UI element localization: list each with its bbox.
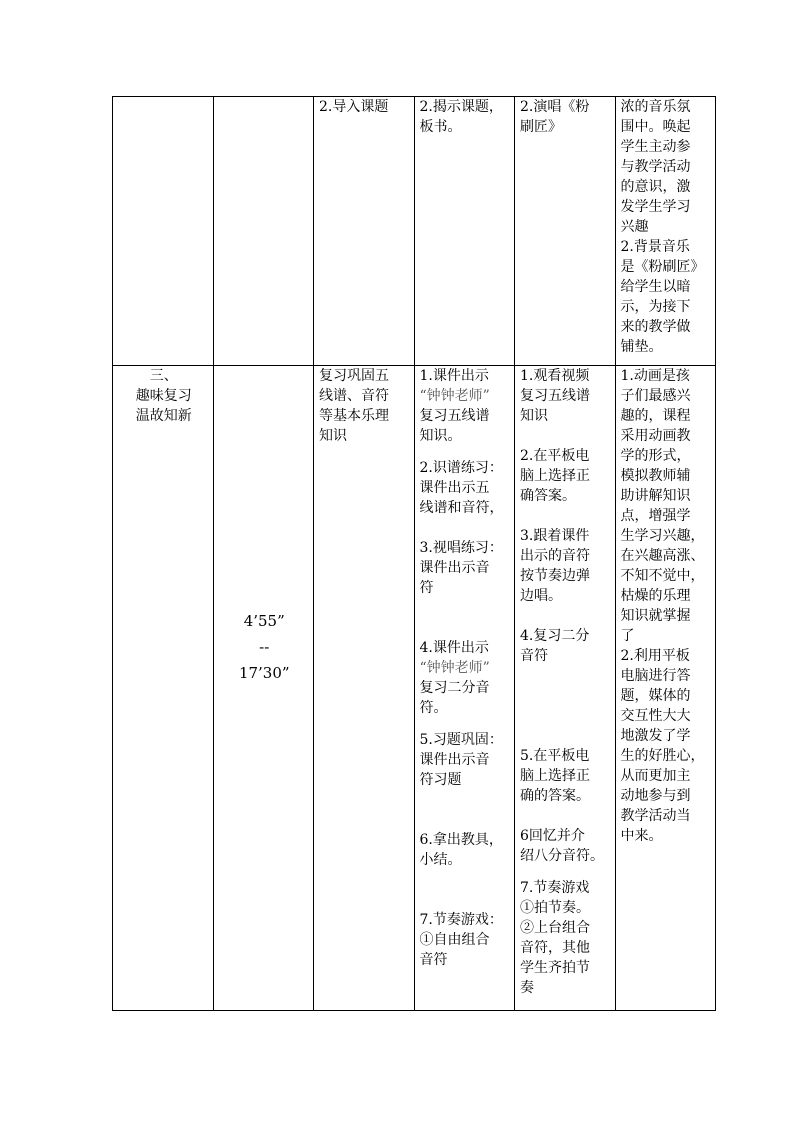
table-row: [113, 97, 716, 366]
text-line: 2.在平板电: [520, 448, 590, 464]
text-line: 音符: [520, 648, 548, 664]
text-line: 动地参与到: [620, 788, 691, 804]
time-range: [219, 608, 311, 686]
text-line: 交互性大大: [620, 708, 691, 724]
text-line: 小结。: [419, 852, 462, 868]
text-line: 音符: [419, 952, 448, 968]
text-line: 学生主动参: [620, 139, 691, 155]
text-line: 符: [419, 580, 434, 596]
text-line: 1.动画是孩: [620, 368, 690, 384]
text-line: 2.识谱练习：: [419, 460, 503, 476]
text-line: 浓的音乐氛: [620, 99, 691, 115]
teacher-activity-cell: [414, 366, 515, 1011]
text-line: 出示的音符: [520, 548, 590, 564]
text-line: ①拍节奏。: [520, 900, 590, 916]
text-line: 三、: [149, 368, 178, 384]
text-line: 子们最感兴: [620, 388, 691, 404]
text-line: 1.观看视频: [520, 368, 590, 384]
text-line: 符。: [419, 700, 448, 716]
student-activity-cell: [515, 366, 616, 1011]
text-line: 5.习题巩固：: [419, 732, 503, 748]
text-line: 复习二分音: [419, 680, 490, 696]
text-line: “钟钟老师”: [419, 388, 490, 404]
text-line: 2.利用平板: [620, 648, 690, 664]
text-line: 课件出示音: [419, 752, 490, 768]
text-line: 来的教学做: [620, 319, 691, 335]
text-line: 给学生以暗: [620, 279, 691, 295]
text-line: 复习巩固五: [319, 368, 389, 384]
text-line: 音符，其他: [520, 940, 590, 956]
text-line: 温故知新: [135, 408, 192, 424]
text-line: 围中。唤起: [620, 119, 691, 135]
text-line: 课件出示音: [419, 560, 490, 576]
time-end: 17’30”: [238, 664, 290, 682]
text-line: 题，媒体的: [620, 688, 691, 704]
stage-cell: [113, 97, 214, 366]
text-line: 中来。: [620, 828, 663, 844]
text-line: 线谱、音符: [319, 388, 389, 404]
text-line: 知识就掌握: [620, 608, 691, 624]
time-cell: [213, 97, 314, 366]
text-line: 确的答案。: [520, 788, 590, 804]
text-line: 5.在平板电: [520, 748, 590, 764]
text-line: 边唱。: [520, 588, 562, 604]
stage-cell: [113, 366, 214, 1011]
text-line: 2.揭示课题，: [419, 99, 503, 115]
text-line: 电脑进行答: [620, 668, 691, 684]
text-line: 知识: [319, 428, 347, 444]
text-line: 符习题: [419, 772, 462, 788]
text-line: 线谱和音符，: [419, 500, 504, 516]
text-line: 6回忆并介: [520, 828, 585, 844]
text-line: 了: [620, 628, 635, 644]
content-text: 2.导入课题: [319, 99, 389, 115]
text-line: 生学习兴趣，: [620, 528, 705, 544]
text-line: 从而更加主: [620, 768, 691, 784]
text-line: 知识: [520, 408, 548, 424]
lesson-plan-table: [112, 96, 716, 1011]
text-line: 的意识，激: [620, 179, 691, 195]
time-separator: --: [259, 638, 270, 656]
text-line: 奏: [520, 980, 534, 996]
text-line: 2.演唱《粉: [520, 99, 590, 115]
text-line: 学的形式，: [620, 448, 691, 464]
text-line: 4.课件出示: [419, 640, 489, 656]
text-line: 模拟教师辅: [620, 468, 691, 484]
text-line: 采用动画教: [620, 428, 691, 444]
content-cell: [314, 366, 415, 1011]
text-line: 是《粉刷匠》: [620, 259, 705, 275]
text-line: 7.节奏游戏：: [419, 912, 503, 928]
text-line: 与教学活动: [620, 159, 691, 175]
text-line: 等基本乐理: [319, 408, 389, 424]
text-line: 在兴趣高涨、: [620, 548, 705, 564]
text-line: 3.视唱练习：: [419, 540, 503, 556]
text-line: 枯燥的乐理: [620, 588, 691, 604]
section-title: [118, 366, 210, 426]
text-line: 教学活动当: [620, 808, 691, 824]
text-line: 绍八分音符。: [520, 848, 604, 864]
text-line: 地激发了学: [620, 728, 691, 744]
text-line: 知识。: [419, 428, 462, 444]
text-line: 学生齐拍节: [520, 960, 590, 976]
text-line: 趣味复习: [135, 388, 192, 404]
design-purpose-cell: [615, 366, 716, 1011]
content-cell: [314, 97, 415, 366]
text-line: 助讲解知识: [620, 488, 691, 504]
text-line: “钟钟老师”: [419, 660, 490, 676]
teacher-activity-cell: [414, 97, 515, 366]
table-row: [113, 366, 716, 1011]
text-line: 铺垫。: [620, 339, 663, 355]
text-line: 课件出示五: [419, 480, 490, 496]
text-line: 板书。: [419, 119, 462, 135]
time-cell: [213, 366, 314, 1011]
design-purpose-cell: [615, 97, 716, 366]
text-line: 脑上选择正: [520, 768, 590, 784]
text-line: 按节奏边弹: [520, 568, 590, 584]
text-line: 3.跟着课件: [520, 528, 590, 544]
text-line: 生的好胜心，: [620, 748, 705, 764]
text-line: 脑上选择正: [520, 468, 590, 484]
student-activity-cell: [515, 97, 616, 366]
text-line: 刷匠》: [520, 119, 562, 135]
time-start: 4’55”: [243, 612, 285, 630]
text-line: 7.节奏游戏: [520, 880, 590, 896]
text-line: 发学生学习: [620, 199, 691, 215]
text-line: 2.背景音乐: [620, 239, 690, 255]
text-line: 4.复习二分: [520, 628, 590, 644]
text-line: 趣的，课程: [620, 408, 691, 424]
text-line: 兴趣: [620, 219, 649, 235]
text-line: 点，增强学: [620, 508, 691, 524]
text-line: 示，为接下: [620, 299, 691, 315]
text-line: 不知不觉中，: [620, 568, 705, 584]
text-line: 复习五线谱: [520, 388, 590, 404]
text-line: 复习五线谱: [419, 408, 490, 424]
text-line: ②上台组合: [520, 920, 590, 936]
text-line: ①自由组合: [419, 932, 490, 948]
text-line: 1.课件出示: [419, 368, 489, 384]
text-line: 确答案。: [520, 488, 576, 504]
text-line: 6.拿出教具，: [419, 832, 503, 848]
